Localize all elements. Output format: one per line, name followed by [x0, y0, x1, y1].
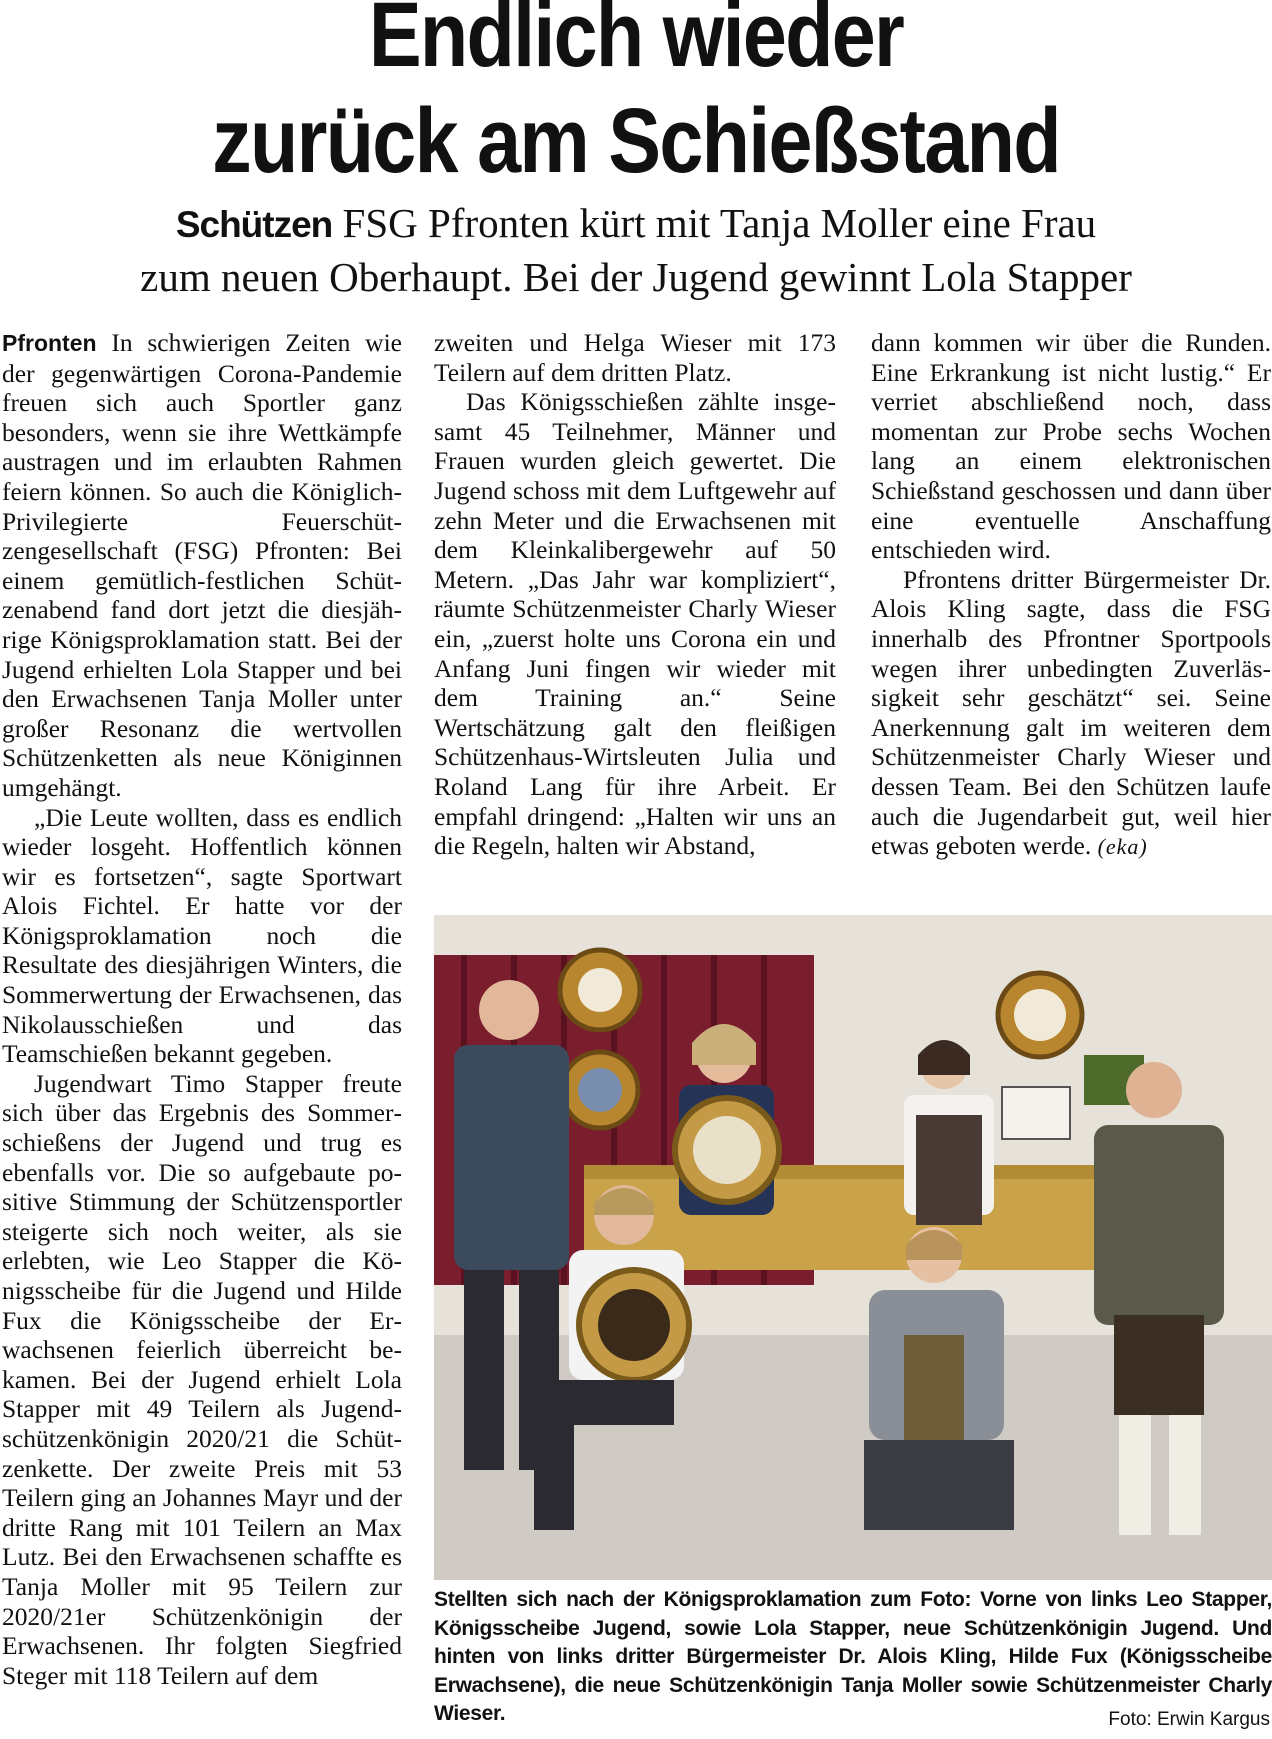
paragraph: Pfrontens dritter Bürgermeister Dr. Alois Kling sagte, dass die FSG innerhalb des Pfrontner Sportpools wegen ihrer unbedingten Zuverlässigkeit sehr geschätzt“ sei. Seine Anerkennung galt im weiteren dem Schützenmeister Charly Wieser und dessen Team. Bei den Schützen laufe auch die Jugendarbeit gut, weil hier etwas geboten werde. [871, 564, 1271, 861]
paragraph: „Die Leute wollten, dass es endlich wieder losgeht. Hoffentlich können wir es fortsetzen“, sagte Sportwart Alois Fichtel. Er hatte vor der Königsproklamation noch die Resultate des diesjährigen Winters, die Sommerwertung der Erwachsenen, das Nikolausschießen und das Teamschießen bekannt gegeben. [2, 802, 402, 1069]
dateline: Pfronten [2, 330, 97, 356]
subhead-line-1: FSG Pfronten kürt mit Tanja Moller eine Frau [342, 200, 1097, 246]
subheadline [0, 197, 1272, 303]
headline-line-1: Endlich wieder [368, 0, 904, 86]
headline-line-2: zurück am Schießstand [212, 90, 1060, 192]
photo-credit: Foto: Erwin Kargus [1108, 1709, 1270, 1730]
group-photo [434, 915, 1272, 1580]
paragraph: In schwierigen Zeiten wie der gegenwärtigen Corona-Pandemie freuen sich auch Sportler ganz besonders, wenn sie ihre Wettkämpfe austragen und im erlaubten Rahmen feiern können. So auch die Königlich-Privilegierte Feuerschützengesellschaft (FSG) Pfronten: Bei einem gemütlich-festlichen Schützenabend fand dort jetzt die diesjährige Königsproklamation statt. Bei der Jugend erhielten Lola Stapper und bei den Erwachsenen Tanja Moller unter großer Resonanz die wertvollen Schützenketten als neue Königinnen umgehängt. [2, 328, 402, 802]
author-signature: (eka) [1097, 834, 1148, 860]
paragraph: Das Königsschießen zählte insgesamt 45 Teilnehmer, Männer und Frauen wurden gleich gewertet. Die Jugend schoss mit dem Luftgewehr auf zehn Meter und die Erwachsenen mit dem Kleinkalibergewehr auf 50 Metern. „Das Jahr war kompliziert“, räumte Schützenmeister Charly Wieser ein, „zuerst holte uns Corona ein und Anfang Juni fingen wir wieder mit dem Training an.“ Seine Wertschätzung galt den fleißigen Schützenhaus-Wirtsleuten Julia und Roland Lang für ihre Arbeit. Er empfahl dringend: „Halten wir uns an die Regeln, halten wir Abstand, [434, 387, 836, 861]
subhead-kicker: Schützen [175, 204, 333, 245]
article-column-1 [2, 328, 402, 1690]
paragraph: zweiten und Helga Wieser mit 173 Teilern auf dem dritten Platz. [434, 328, 836, 387]
photo-caption: Stellten sich nach der Königsproklamation zum Foto: Vorne von links Leo Stapper, Königsscheibe Jugend, sowie Lola Stapper, neue Schützenkönigin Jugend. Und hinten von links dritter Bürgermeister Dr. Alois Kling, Hilde Fux (Königsscheibe Erwachsene), die neue Schützenkönigin Tanja Moller sowie Schützenmeister Charly Wieser. [434, 1588, 1272, 1725]
article-column-3 [871, 328, 1271, 862]
subhead-line-2: zum neuen Oberhaupt. Bei der Jugend gewinnt Lola Stapper [140, 254, 1132, 300]
headline [89, 0, 1183, 194]
article-column-2 [434, 328, 836, 861]
paragraph: Jugendwart Timo Stapper freute sich über das Ergebnis des Sommerschießens der Jugend und trug es ebenfalls vor. Die so aufgebaute positive Stimmung der Schützensportler steigerte sich noch weiter, als sie erlebten, wie Leo Stapper die Königsscheibe für die Jugend und Hilde Fux die Königsscheibe der Erwachsenen feierlich überreicht bekamen. Bei der Jugend erhielt Lola Stapper mit 49 Teilern als Jugendschützenkönigin 2020/21 die Schützenkette. Der zweite Preis mit 53 Teilern ging an Johannes Mayr und der dritte Rang mit 101 Teilern an Max Lutz. Bei den Erwachsenen schaffte es Tanja Moller mit 95 Teilern zur 2020/21er Schützenkönigin der Erwachsenen. Ihr folgten Siegfried Steger mit 118 Teilern auf dem [2, 1068, 402, 1690]
paragraph: dann kommen wir über die Runden. Eine Erkrankung ist nicht lustig.“ Er verriet abschließend noch, dass momentan zur Probe sechs Wochen lang an einem elektronischen Schießstand geschossen und dann über eine eventuelle Anschaffung entschieden wird. [871, 328, 1271, 565]
